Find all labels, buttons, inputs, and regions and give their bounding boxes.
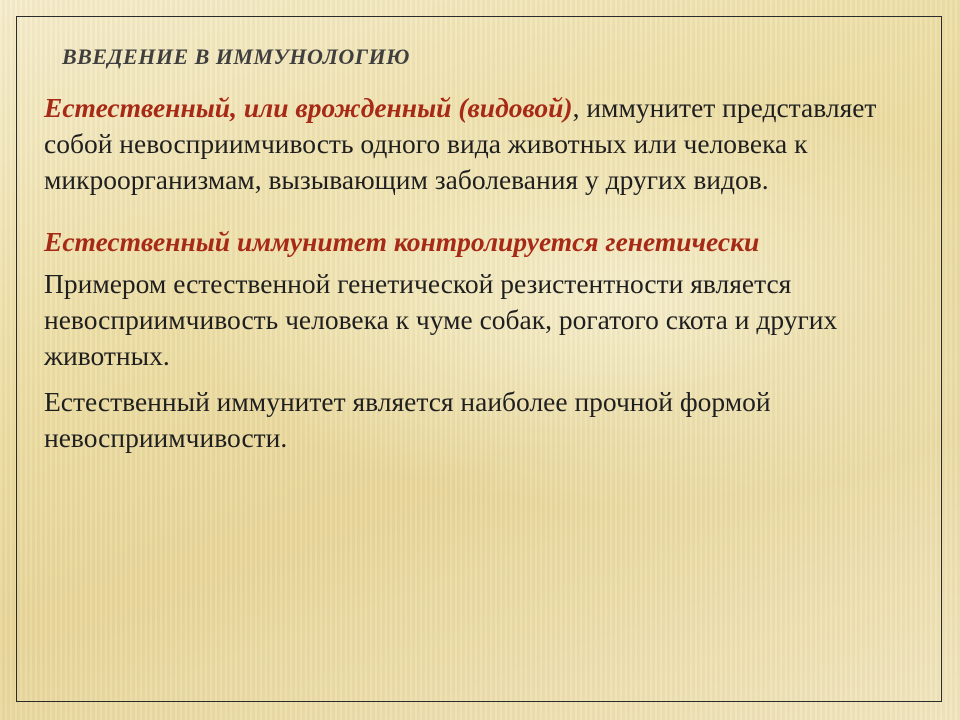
slide-title: ВВЕДЕНИЕ В ИММУНОЛОГИЮ: [62, 44, 410, 69]
slide-content: [44, 90, 916, 456]
innate-immunity-term: Естественный, или врожденный (видовой): [44, 92, 573, 123]
innate-immunity-definition: , иммунитет представляет собой невосприимчивость одного вида животных или человека к микроорганизмам, вызывающим заболевания у других видов.: [44, 92, 877, 195]
paragraph-genetic-resistance-example: Примером естественной генетической резистентности является невосприимчивость человека к чуме собак, рогатого скота и других животных.: [44, 268, 838, 371]
paragraph-strongest-form: Естественный иммунитет является наиболее прочной формой невосприимчивости.: [44, 386, 771, 453]
paragraph-innate-immunity: [44, 90, 916, 198]
genetic-control-heading: Естественный иммунитет контролируется генетически: [44, 226, 760, 257]
